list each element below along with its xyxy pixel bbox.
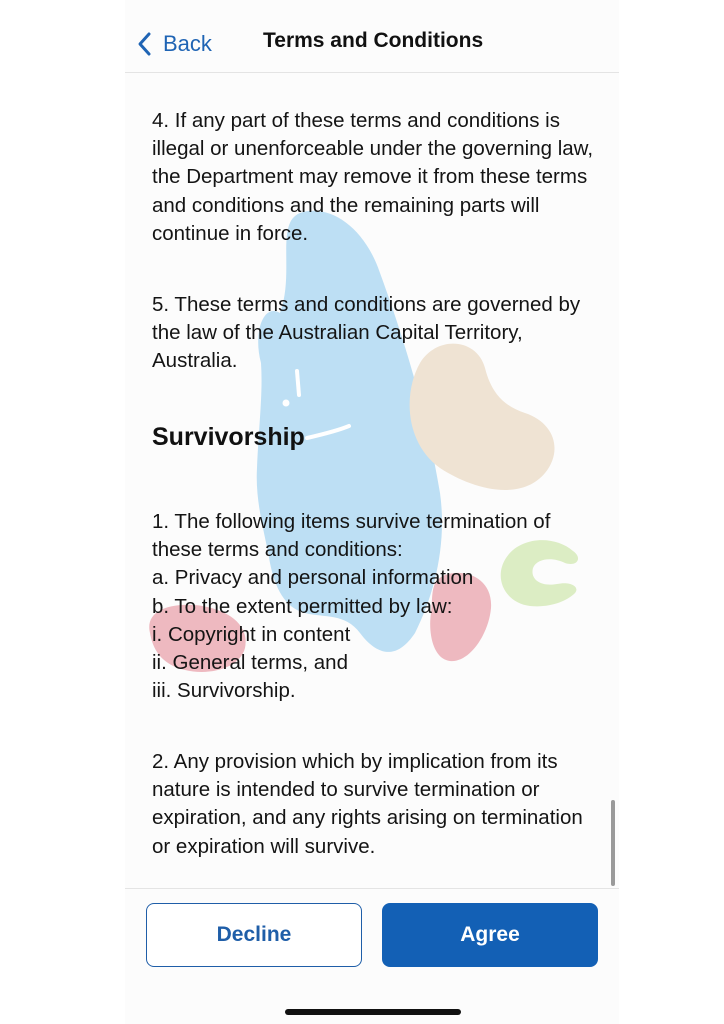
survivorship-clause-2: 2. Any provision which by implication from its nature is intended to survive termination or expiration, and any rights arising on termination or expiration will survive.	[152, 750, 583, 858]
home-indicator[interactable]	[285, 1009, 461, 1015]
scrollbar-thumb[interactable]	[611, 800, 615, 886]
back-button[interactable]	[135, 28, 212, 60]
app-screen	[125, 0, 619, 1024]
blob-eye-dot	[283, 400, 290, 407]
section-heading-survivorship: Survivorship	[152, 423, 305, 451]
action-footer	[125, 888, 619, 1024]
navigation-bar	[125, 0, 619, 73]
back-label: Back	[163, 31, 212, 56]
page-title: Terms and Conditions	[263, 29, 484, 52]
agree-button[interactable]: Agree	[382, 903, 598, 967]
clause-5: 5. These terms and conditions are governed by the law of the Australian Capital Territory, Australia.	[152, 293, 581, 373]
chevron-left-icon	[135, 31, 155, 57]
terms-scroll-area[interactable]	[125, 73, 619, 888]
clause-4: 4. If any part of these terms and conditions is illegal or unenforceable under the governing law, the Department may remove it from these terms and conditions and the remaining parts will continue in force.	[152, 109, 594, 245]
decline-button[interactable]: Decline	[146, 903, 362, 967]
survivorship-clause-1: 1. The following items survive termination of these terms and conditions: a. Privacy and personal information b. To the extent permitted by law: i. Copyright in content ii. General terms, and iii. Survivorship.	[152, 510, 551, 703]
